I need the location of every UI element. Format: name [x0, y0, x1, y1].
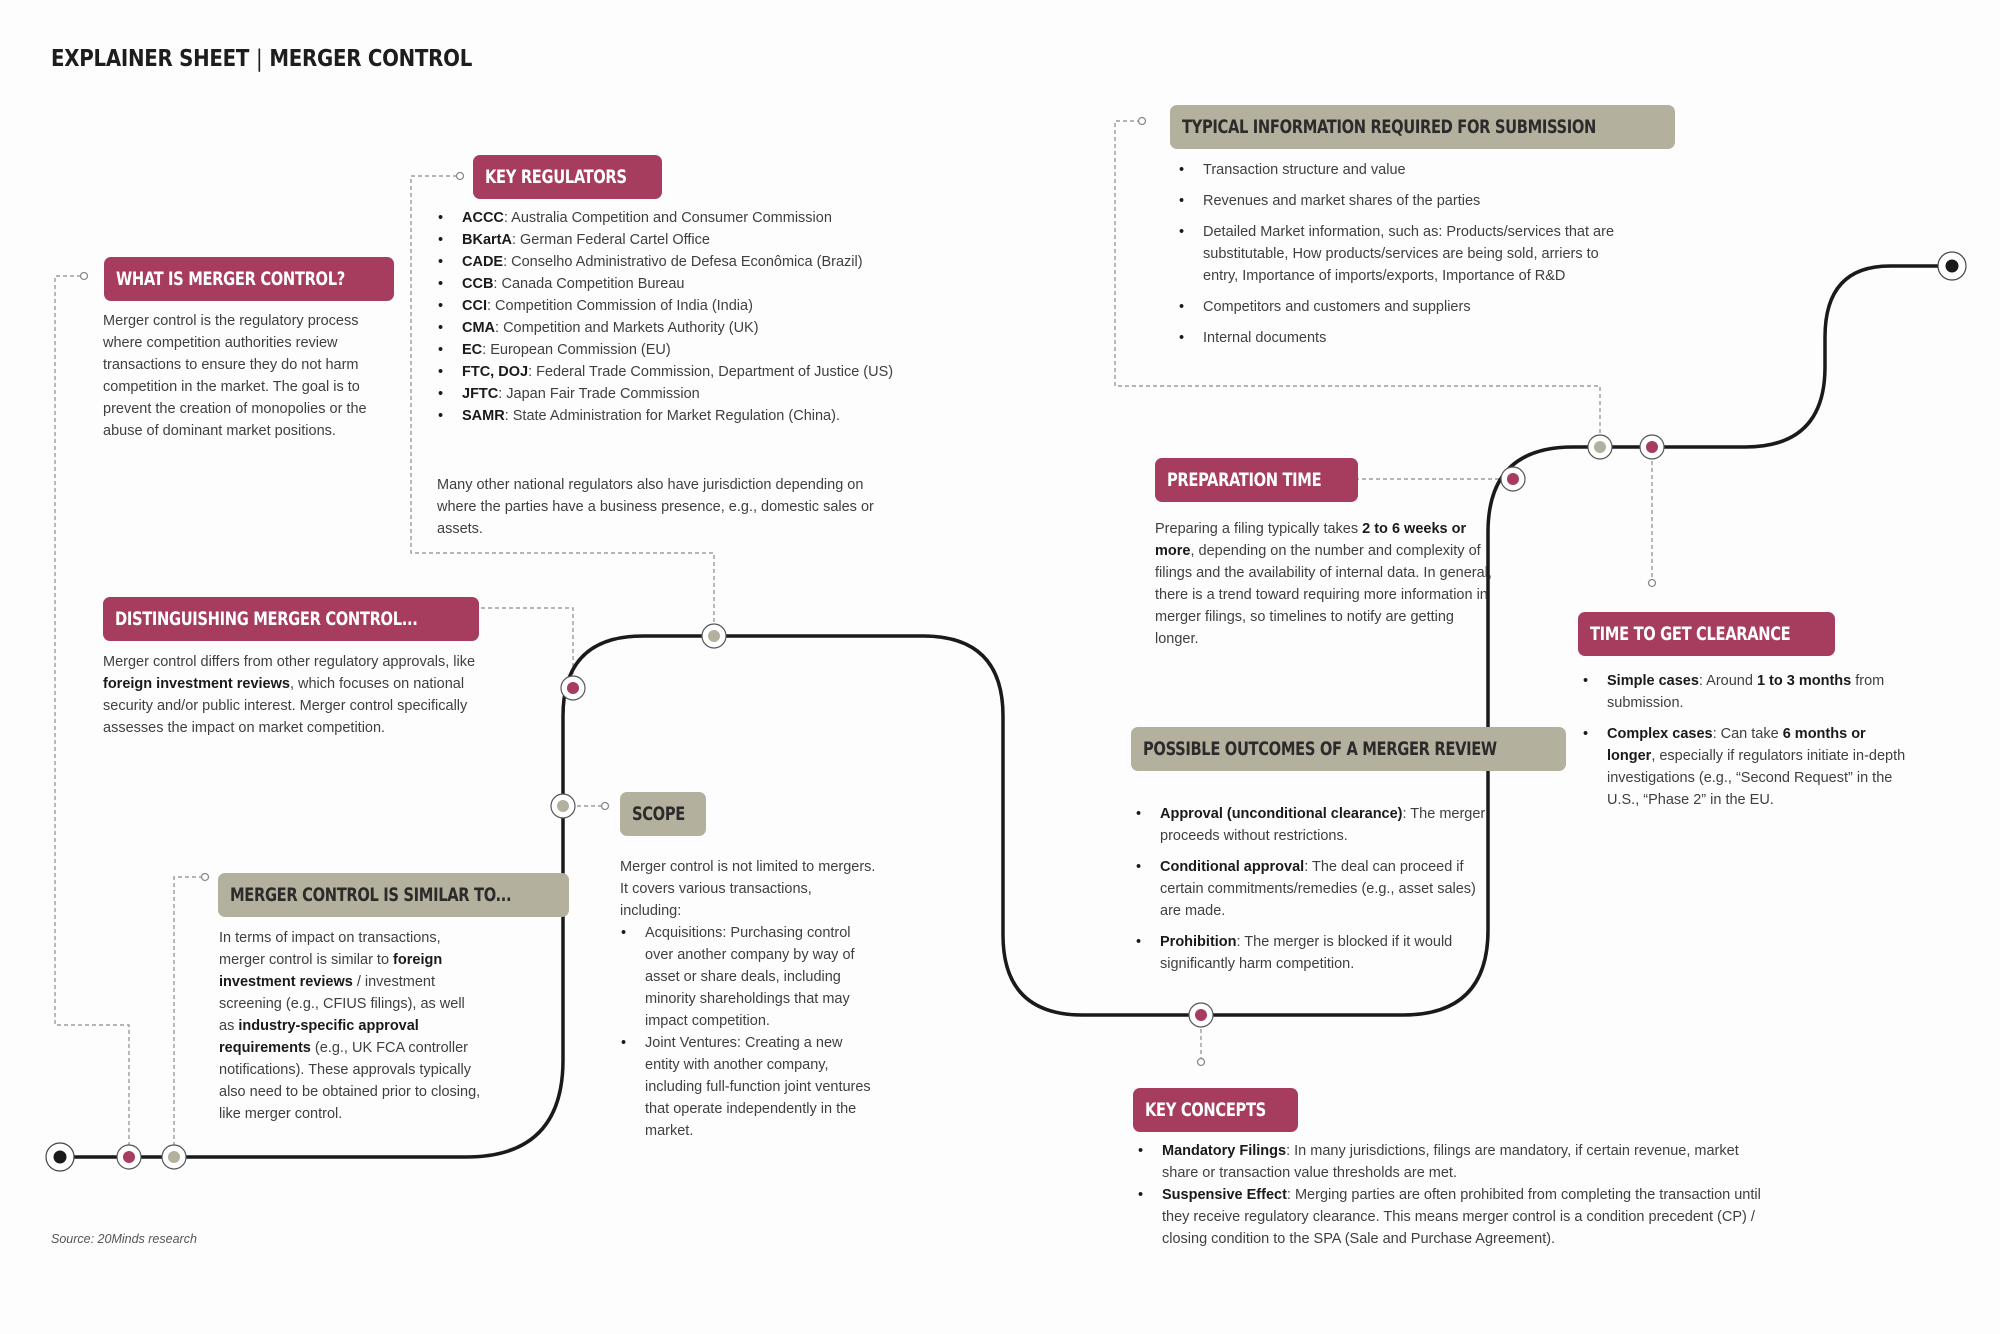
node-scope: [551, 794, 575, 818]
regulators-list-block: [437, 207, 897, 427]
outcomes-body: [1135, 803, 1487, 984]
regulator-item: • SAMR: State Administration for Market Regulation (China).: [462, 405, 897, 427]
regulator-item: • JFTC: Japan Fair Trade Commission: [462, 383, 897, 405]
node-info: [1588, 435, 1612, 459]
source-note: Source: 20Minds research: [51, 1232, 197, 1246]
regulator-item: • ACCC: Australia Competition and Consumer Commission: [462, 207, 897, 229]
scope-item: • Acquisitions: Purchasing control over another company by way of asset or share deals, including minority shareholdings that may impact competition.: [645, 922, 876, 1032]
what-title: WHAT IS MERGER CONTROL?: [104, 257, 394, 301]
info-title: TYPICAL INFORMATION REQUIRED FOR SUBMISSION: [1170, 105, 1675, 149]
concepts-list: [1137, 1140, 1773, 1250]
scope-title: SCOPE: [620, 792, 706, 836]
connector-similar: [174, 877, 205, 1153]
scope-list: [620, 922, 876, 1142]
node-end: [1938, 252, 1966, 280]
regulator-item: • CCB: Canada Competition Bureau: [462, 273, 897, 295]
similar-body: In terms of impact on transactions, merger control is similar to foreign investment reviews / investment screening (e.g., CFIUS filings), as well as industry-specific approval requirements (e.g., UK FCA controller notifications). These approvals typically also need to be obtained prior to closing, like merger control.: [219, 930, 481, 1122]
node-start: [46, 1143, 74, 1171]
regulators-list: [437, 207, 897, 427]
clearance-simple: • Simple cases: Around 1 to 3 months from submission.: [1607, 670, 1914, 714]
node-regulators: [702, 624, 726, 648]
outcome-item: • Prohibition: The merger is blocked if it would significantly harm competition.: [1160, 931, 1487, 975]
header-left: EXPLAINER SHEET: [51, 46, 250, 72]
outcome-item: • Conditional approval: The deal can proceed if certain commitments/remedies (e.g., asset sales) are made.: [1160, 856, 1487, 922]
clearance-complex: • Complex cases: Can take 6 months or longer, especially if regulators initiate in-depth investigations (e.g., “Second Request” in the U.S., “Phase 2” in the EU.: [1607, 723, 1914, 811]
info-body: [1178, 159, 1626, 358]
scope-intro: Merger control is not limited to mergers. It covers various transactions, including:: [620, 859, 876, 919]
header-separator: |: [256, 46, 263, 72]
prep-body: Preparing a filing typically takes 2 to 6 weeks or more, depending on the number and complexity of filings and the availability of internal data. In general, there is a trend toward requiring more information in merger filings, so timelines to notify are getting longer.: [1155, 521, 1492, 647]
distinguishing-title: DISTINGUISHING MERGER CONTROL...: [103, 597, 479, 641]
regulator-item: • CMA: Competition and Markets Authority (UK): [462, 317, 897, 339]
scope-item: • Joint Ventures: Creating a new entity with another company, including full-function joint ventures that operate independently in the market.: [645, 1032, 876, 1142]
scope-body: [620, 856, 876, 1142]
what-body: Merger control is the regulatory process where competition authorities review transactions to ensure they do not harm competition in the market. The goal is to prevent the creation of monopolies or the abuse of dominant market positions.: [103, 313, 367, 439]
regulators-note: Many other national regulators also have jurisdiction depending on where the parties have a business presence, e.g., domestic sales or assets.: [437, 477, 874, 537]
regulator-item: • EC: European Commission (EU): [462, 339, 897, 361]
outcomes-list: [1135, 803, 1487, 975]
outcomes-title: POSSIBLE OUTCOMES OF A MERGER REVIEW: [1131, 727, 1566, 771]
page-title: [51, 46, 472, 72]
info-item: • Competitors and customers and suppliers: [1203, 296, 1626, 318]
node-prep: [1501, 467, 1525, 491]
concept-item: • Suspensive Effect: Merging parties are often prohibited from completing the transaction until they receive regulatory clearance. This means merger control is a condition precedent (CP) / closing condition to the SPA (Sale and Purchase Agreement).: [1162, 1184, 1773, 1250]
regulator-item: • FTC, DOJ: Federal Trade Commission, Department of Justice (US): [462, 361, 897, 383]
regulator-item: • BKartA: German Federal Cartel Office: [462, 229, 897, 251]
info-list: [1178, 159, 1626, 349]
clearance-list: [1582, 670, 1914, 811]
node-concepts: [1189, 1003, 1213, 1027]
clearance-title: TIME TO GET CLEARANCE: [1578, 612, 1835, 656]
distinguishing-body: Merger control differs from other regulatory approvals, like foreign investment reviews, which focuses on national security and/or public interest. Merger control specifically assesses the impact on market competition.: [103, 654, 476, 736]
similar-title: MERGER CONTROL IS SIMILAR TO...: [218, 873, 569, 917]
info-item: • Detailed Market information, such as: Products/services that are substitutable, How products/services are being sold, arriers to entry, Importance of imports/exports, Importance of R&D: [1203, 221, 1626, 287]
node-what: [117, 1145, 141, 1169]
info-item: • Revenues and market shares of the parties: [1203, 190, 1626, 212]
concepts-body: [1137, 1140, 1773, 1250]
node-similar: [162, 1145, 186, 1169]
concept-item: • Mandatory Filings: In many jurisdictions, filings are mandatory, if certain revenue, market share or transaction value thresholds are met.: [1162, 1140, 1773, 1184]
regulator-item: • CCI: Competition Commission of India (India): [462, 295, 897, 317]
clearance-body: [1582, 670, 1914, 820]
node-distinguishing: [561, 676, 585, 700]
concepts-title: KEY CONCEPTS: [1133, 1088, 1298, 1132]
info-item: • Internal documents: [1203, 327, 1626, 349]
info-item: • Transaction structure and value: [1203, 159, 1626, 181]
node-clearance: [1640, 435, 1664, 459]
outcome-item: • Approval (unconditional clearance): The merger proceeds without restrictions.: [1160, 803, 1487, 847]
regulators-title: KEY REGULATORS: [473, 155, 662, 199]
regulator-item: • CADE: Conselho Administrativo de Defesa Econômica (Brazil): [462, 251, 897, 273]
prep-title: PREPARATION TIME: [1155, 458, 1358, 502]
header-right: MERGER CONTROL: [269, 46, 473, 72]
